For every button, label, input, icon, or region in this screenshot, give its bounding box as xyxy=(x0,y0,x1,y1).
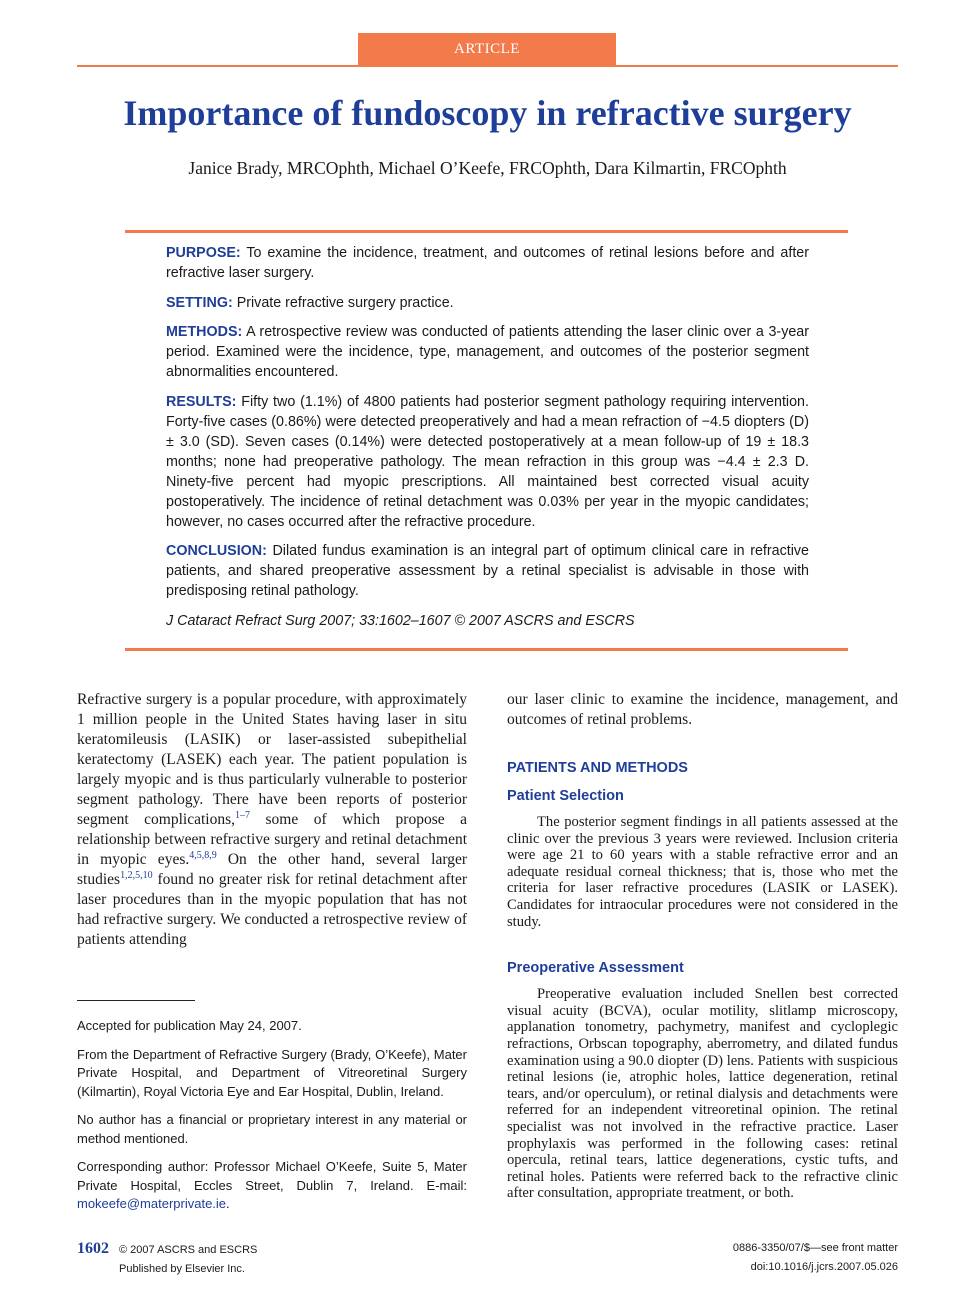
email-link[interactable]: mokeefe@materprivate.ie xyxy=(77,1196,227,1211)
subsection-heading-patient-selection: Patient Selection xyxy=(507,788,624,804)
abstract-top-rule xyxy=(125,230,848,233)
intro-paragraph xyxy=(77,690,467,950)
article-title: Importance of fundoscopy in refractive surgery xyxy=(123,93,852,133)
footer-publisher: Published by Elsevier Inc. xyxy=(119,1263,245,1275)
purpose-label: PURPOSE: xyxy=(166,245,241,261)
footnote-corresponding-author xyxy=(77,1158,467,1214)
subsection-heading-preoperative: Preoperative Assessment xyxy=(507,960,684,977)
abstract-conclusion xyxy=(166,541,809,601)
conclusion-label: CONCLUSION: xyxy=(166,543,267,559)
footer-issn: 0886-3350/07/$—see front matter xyxy=(732,1242,898,1254)
footer-right xyxy=(733,1239,898,1277)
intro-text-4: found no greater risk for retinal detachment after laser procedures than in the myopic population that has not had refractive surgery. We conducted a retrospective review of patients attending xyxy=(77,871,467,948)
abstract xyxy=(166,243,809,641)
preoperative-paragraph: Preoperative evaluation included Snellen best corrected visual acuity (BCVA), ocular motility, slitlamp microscopy, applanation tonometry, pachymetry, manifest and cycloplegic refractions, Orbscan topography, aberrometry, and dilated fundus examination using a 90.0 diopter (D) lens. Patients with suspicious retinal lesions (ie, atrophic holes, lattice degeneration, retinal tears, and/or operculum), or retinal dialysis and detachments were referred for an independent vitreoretinal opinion. The retinal specialist was not involved in the refractive practice. Laser prophylaxis was performed in the following cases: retinal opercula, retinal tears, lattice degenerations, cystic tufts, and retinal holes. Patients were referred back to the refractive clinic after consultation, appropriate treatment, or both. xyxy=(507,986,898,1202)
footnote-accepted: Accepted for publication May 24, 2007. xyxy=(77,1018,302,1033)
reference-link[interactable]: 4,5,8,9 xyxy=(189,849,217,861)
footnote-affiliation: From the Department of Refractive Surgery (Brady, O’Keefe), Mater Private Hospital, and Department of Vitreoretinal Surgery (Kilmartin), Royal Victoria Eye and Ear Hospital, Dublin, Ireland. xyxy=(77,1046,467,1099)
methods-label: METHODS: xyxy=(166,324,243,340)
corresponding-text: Corresponding author: Professor Michael O’Keefe, Suite 5, Mater Private Hospital, Eccles Street, Dublin 7, Ireland. E-mail: xyxy=(77,1159,467,1193)
abstract-setting xyxy=(166,293,809,313)
intro-text-1: Refractive surgery is a popular procedure, with approximately 1 million people in the United States having laser in situ keratomileusis (LASIK) or laser-assisted subepithelial keratectomy (LASEK) each year. The patient population is largely myopic and is thus particularly vulnerable to posterior segment pathology. There have been reports of posterior segment complications, xyxy=(77,691,467,828)
header-rule xyxy=(77,65,898,67)
corresponding-end: . xyxy=(226,1196,230,1211)
reference-link[interactable]: 1–7 xyxy=(235,809,250,821)
abstract-bottom-rule xyxy=(125,648,848,651)
footer-doi: doi:10.1016/j.jcrs.2007.05.026 xyxy=(750,1261,898,1273)
footnote-interest: No author has a financial or proprietary interest in any material or method mentioned. xyxy=(77,1112,467,1146)
abstract-results xyxy=(166,392,809,532)
footer-left xyxy=(77,1239,257,1279)
methods-text: A retrospective review was conducted of patients attending the laser clinic over a 3-year period. Examined were the incidence, type, management, and outcomes of the posterior segment abnormalities encountered. xyxy=(166,324,810,380)
purpose-text: To examine the incidence, treatment, and outcomes of retinal lesions before and after refractive laser surgery. xyxy=(166,245,809,281)
intro-continuation: our laser clinic to examine the incidence, management, and outcomes of retinal problems. xyxy=(507,691,898,728)
setting-text: Private refractive surgery practice. xyxy=(236,294,454,311)
page-number: 1602 xyxy=(77,1240,109,1257)
results-text: Fifty two (1.1%) of 4800 patients had posterior segment pathology requiring intervention. Forty-five cases (0.86%) were detected preoperatively and had a mean refraction of −4.5 diopters (D) ± 3.0 (SD). Seven cases (0.14%) were detected postoperatively at a mean follow-up of 19 ± 18.3 months; none had preoperative pathology. The mean refraction in this group was −4.4 ± 2.3 D. Ninety-five percent had myopic prescriptions. All maintained best corrected visual acuity postoperatively. The incidence of retinal detachment was 0.03% per year in the myopic candidates; however, no cases occurred after the refractive procedure. xyxy=(166,393,809,530)
footer-copyright: © 2007 ASCRS and ESCRS xyxy=(119,1244,258,1256)
intro-text-3: On the other hand, several larger studies xyxy=(77,851,467,888)
abstract-purpose xyxy=(166,243,809,283)
patient-selection-paragraph: The posterior segment findings in all patients assessed at the clinic over the previous 3 years were reviewed. Inclusion criteria were age 21 to 60 years with a stable refractive error and an adequate residual corneal thickness; that is, those who met the criteria for laser refractive procedures (LASIK or LASEK). Candidates for intraocular procedures were not considered in the study. xyxy=(507,814,898,930)
setting-label: SETTING: xyxy=(166,294,233,311)
journal-citation: J Cataract Refract Surg 2007; 33:1602–1607 © 2007 ASCRS and ESCRS xyxy=(166,613,635,629)
conclusion-text: Dilated fundus examination is an integral part of optimum clinical care in refractive patients, and shared preoperative assessment by a retinal specialist is advisable in those with predisposing retinal pathology. xyxy=(166,543,809,599)
body-column-right xyxy=(507,690,898,1202)
footnotes xyxy=(77,1017,467,1224)
body-column-left xyxy=(77,690,467,950)
footnote-rule xyxy=(77,1000,195,1001)
section-heading: PATIENTS AND METHODS xyxy=(507,760,688,776)
author-list: Janice Brady, MRCOphth, Michael O’Keefe, FRCOphth, Dara Kilmartin, FRCOphth xyxy=(188,158,787,178)
intro-text-2: some of which propose a relationship between refractive surgery and retinal detachment in myopic eyes. xyxy=(77,811,468,868)
abstract-methods xyxy=(166,322,809,382)
reference-link[interactable]: 1,2,5,10 xyxy=(120,869,153,881)
article-section-tab: ARTICLE xyxy=(358,33,616,66)
results-label: RESULTS: xyxy=(166,393,237,410)
